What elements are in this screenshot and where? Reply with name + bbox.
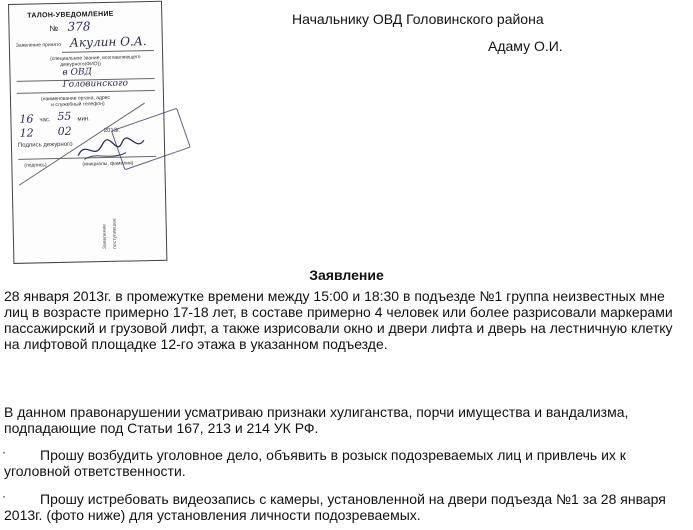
coupon-line [62, 50, 154, 53]
coupon-caption: дежурного(ФИО)) [60, 61, 101, 68]
coupon-number-label: № [49, 23, 59, 34]
bullet: · [2, 489, 6, 503]
coupon-handwriting: в ОВД [62, 67, 92, 78]
coupon-day: 12 [19, 126, 34, 140]
coupon-title: ТАЛОН-УВЕДОМЛЕНИЕ [27, 10, 114, 20]
coupon-caption: (инициалы, фамилия) [82, 160, 134, 168]
coupon-number: 378 [67, 19, 91, 34]
coupon-hours: 16 [19, 112, 34, 126]
coupon-caption: (специальное звание, возглавляющего [50, 54, 141, 63]
paragraph-request-video [4, 491, 690, 523]
coupon-minutes: 55 [57, 109, 72, 123]
receipt-coupon [8, 1, 167, 264]
addressee-name: Адаму О.И. [488, 38, 563, 54]
document-title: Заявление [309, 267, 384, 283]
signature-scribble [76, 134, 147, 163]
paragraph-text: Прошу возбудить уголовное дело, объявить в розыск подозреваемых лиц и привлечь их к уголовной ответственности. [4, 447, 626, 479]
bullet: · [2, 445, 6, 459]
coupon-hours-label: час. [39, 117, 51, 124]
coupon-caption: и служебный телефон) [51, 100, 105, 109]
addressee-line: Начальнику ОВД Головинского района [292, 11, 544, 27]
paragraph-offense: В данном правонарушении усматриваю признаки хулиганства, порчи имущества и вандализма, подпадающие под Статьи 167, 213 и 214 УК РФ. [4, 404, 629, 436]
paragraph-request-case [4, 447, 690, 479]
coupon-year: 2013г. [103, 127, 121, 135]
coupon-month: 02 [57, 124, 72, 138]
paragraph-incident: 28 января 2013г. в промежутке времени между 15:00 и 18:30 в подъезде №1 группа неизвестных мне лиц в возрасте примерно 17-18 лет, в составе примерно 4 человек или более разрисовали маркерами пассажирский и грузовой лифт, а также изрисовали окно и двери лифта и дверь на лестничную клетку на лифтовой площадке 12-го этажа в указанном подъезде. [4, 288, 673, 352]
coupon-caption: (наименование органа, адрес [40, 94, 111, 103]
coupon-line [17, 90, 155, 94]
coupon-received-label: Заявление принято [15, 41, 62, 49]
paragraph-text: Прошу истребовать видеозапись с камеры, установленной на двери подъезда №1 за 28 января 2013г. (фото ниже) для установления личности подозреваемых. [4, 491, 666, 523]
coupon-minutes-label: мин. [77, 116, 90, 123]
coupon-side-text: Заявление [101, 223, 109, 250]
coupon-side-text: поступившее [111, 218, 119, 249]
coupon-received-by: Акулин О.А. [69, 34, 147, 50]
coupon-caption: (подпись) [24, 162, 47, 169]
coupon-side-strip [97, 188, 158, 253]
coupon-handwriting: Головинского [62, 78, 129, 90]
coupon-duty-label: Подпись дежурного [17, 141, 73, 149]
